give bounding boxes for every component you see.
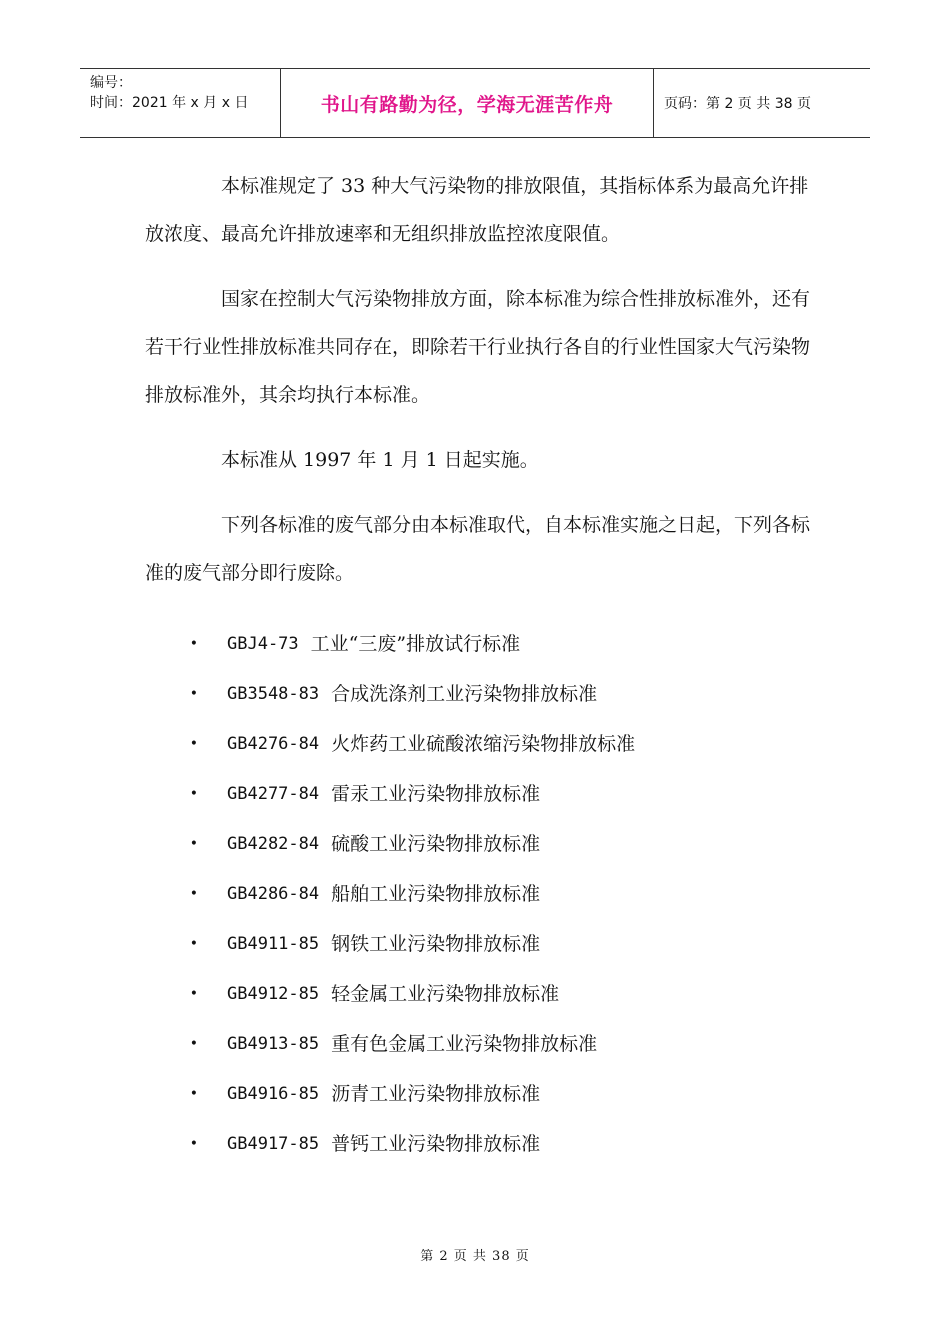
- header-page-info: 页码：第 2 页 共 38 页: [664, 96, 811, 112]
- bullet-icon: •: [189, 936, 198, 952]
- standard-name: 火炸药工业硫酸浓缩污染物排放标准: [331, 733, 636, 755]
- bullet-icon: •: [189, 736, 198, 752]
- standard-name: 重有色金属工业污染物排放标准: [331, 1033, 598, 1055]
- standard-code: GB4913-85: [227, 1034, 320, 1054]
- header-meta: [80, 69, 281, 137]
- standards-list: [145, 619, 825, 1169]
- bullet-icon: •: [189, 1036, 198, 1052]
- page-footer: 第 2 页 共 38 页: [420, 1249, 530, 1264]
- standard-name: 工业“三废”排放试行标准: [310, 633, 521, 655]
- paragraph: 下列各标准的废气部分由本标准取代，自本标准实施之日起，下列各标准的废气部分即行废除。: [145, 514, 811, 584]
- standard-name: 船舶工业污染物排放标准: [331, 883, 541, 905]
- bullet-icon: •: [189, 1086, 198, 1102]
- standard-name: 雷汞工业污染物排放标准: [331, 783, 541, 805]
- bullet-icon: •: [189, 786, 198, 802]
- standard-name: 硫酸工业污染物排放标准: [331, 833, 541, 855]
- bullet-icon: •: [189, 886, 198, 902]
- list-item: [145, 669, 825, 719]
- standard-code: GB4276-84: [227, 734, 320, 754]
- paragraph: 国家在控制大气污染物排放方面，除本标准为综合性排放标准外，还有若干行业性排放标准共同存在，即除若干行业执行各自的行业性国家大气污染物排放标准外，其余均执行本标准。: [145, 288, 811, 406]
- list-item: [145, 969, 825, 1019]
- paragraph: 本标准从 1997 年 1 月 1 日起实施。: [221, 449, 539, 471]
- bullet-icon: •: [189, 636, 198, 652]
- bullet-icon: •: [189, 836, 198, 852]
- list-item: [145, 819, 825, 869]
- bullet-icon: •: [189, 686, 198, 702]
- standard-name: 轻金属工业污染物排放标准: [331, 983, 560, 1005]
- list-item: [145, 1119, 825, 1169]
- list-item: [145, 869, 825, 919]
- paragraph: 本标准规定了 33 种大气污染物的排放限值，其指标体系为最高允许排放浓度、最高允许排放速率和无组织排放监控浓度限值。: [145, 175, 809, 245]
- list-item: [145, 769, 825, 819]
- list-item: [145, 619, 825, 669]
- page-header: [80, 68, 870, 138]
- standard-code: GB4282-84: [227, 834, 320, 854]
- standard-name: 合成洗涤剂工业污染物排放标准: [331, 683, 598, 705]
- time-label: 时间：2021 年 x 月 x 日: [90, 95, 249, 111]
- standard-code: GB4917-85: [227, 1134, 320, 1154]
- standard-code: GB4916-85: [227, 1084, 320, 1104]
- bullet-icon: •: [189, 1136, 198, 1152]
- standard-name: 钢铁工业污染物排放标准: [331, 933, 541, 955]
- standard-code: GB4912-85: [227, 984, 320, 1004]
- standard-code: GB3548-83: [227, 684, 320, 704]
- document-body: [145, 162, 825, 1169]
- standard-code: GB4277-84: [227, 784, 320, 804]
- standard-code: GB4286-84: [227, 884, 320, 904]
- number-label: 编号：: [90, 75, 132, 91]
- standard-code: GBJ4-73: [227, 634, 299, 654]
- bullet-icon: •: [189, 986, 198, 1002]
- standard-name: 沥青工业污染物排放标准: [331, 1083, 541, 1105]
- list-item: [145, 919, 825, 969]
- standard-name: 普钙工业污染物排放标准: [331, 1133, 541, 1155]
- standard-code: GB4911-85: [227, 934, 320, 954]
- list-item: [145, 719, 825, 769]
- header-motto: 书山有路勤为径，学海无涯苦作舟: [281, 69, 654, 137]
- list-item: [145, 1019, 825, 1069]
- list-item: [145, 1069, 825, 1119]
